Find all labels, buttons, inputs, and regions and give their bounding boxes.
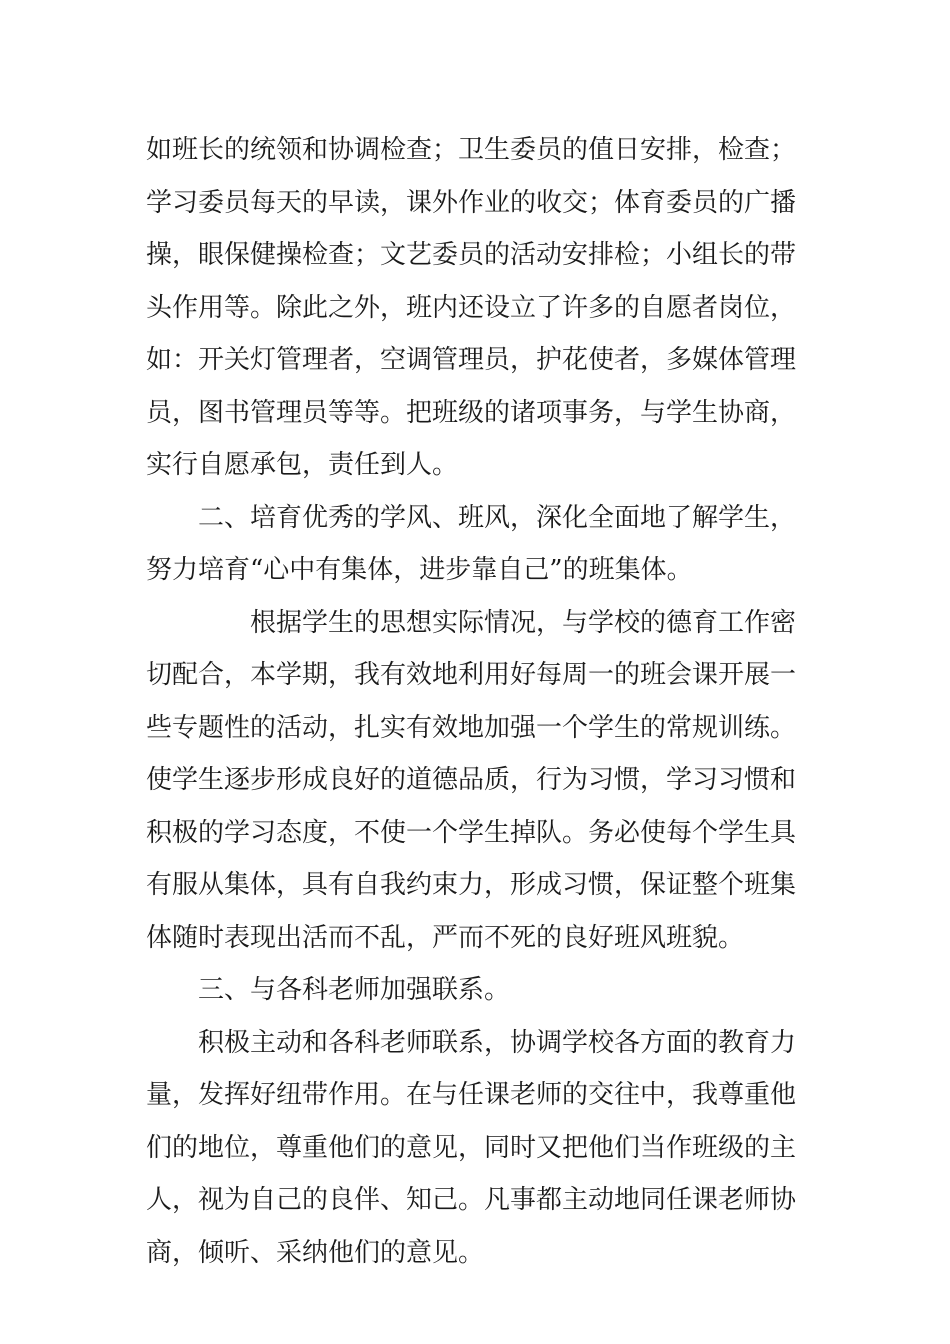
text-line: 们的地位，尊重他们的意见，同时又把他们当作班级的主 [146, 1132, 797, 1163]
text-line: 体随时表现出活而不乱，严而不死的良好班风班貌。 [146, 922, 745, 953]
text-line: 操，眼保健操检查；文艺委员的活动安排检；小组长的带 [146, 240, 797, 270]
text-line: 头作用等。除此之外，班内还设立了许多的自愿者岗位， [146, 292, 797, 323]
text-line: 量，发挥好纽带作用。在与任课老师的交往中，我尊重他 [146, 1080, 797, 1110]
document-body [146, 124, 806, 1279]
section-heading: 二、培育优秀的学风、班风，深化全面地了解学生， [198, 502, 797, 533]
text-line: 如班长的统领和协调检查；卫生委员的值日安排，检查； [146, 135, 797, 165]
text-line: 有服从集体，具有自我约束力，形成习惯，保证整个班集 [146, 870, 797, 900]
text-line: 积极的学习态度，不使一个学生掉队。务必使每个学生具 [146, 817, 797, 848]
section-heading: 三、与各科老师加强联系。 [198, 975, 511, 1005]
text-line: 些专题性的活动，扎实有效地加强一个学生的常规训练。 [146, 712, 797, 743]
text-line: 学习委员每天的早读，课外作业的收交；体育委员的广播 [146, 187, 797, 218]
text-line: 努力培育“心中有集体，进步靠自己”的班集体。 [146, 555, 693, 585]
paragraph-start: 根据学生的思想实际情况，与学校的德育工作密 [250, 607, 797, 638]
text-line: 商，倾听、采纳他们的意见。 [146, 1237, 485, 1268]
text-line: 切配合，本学期，我有效地利用好每周一的班会课开展一 [146, 660, 797, 690]
text-line: 实行自愿承包，责任到人。 [146, 450, 459, 480]
text-line: 如：开关灯管理者，空调管理员，护花使者，多媒体管理 [146, 345, 797, 375]
text-line: 员，图书管理员等等。把班级的诸项事务，与学生协商， [146, 397, 797, 428]
text-line: 人，视为自己的良伴、知己。凡事都主动地同任课老师协 [146, 1185, 797, 1215]
paragraph-start: 积极主动和各科老师联系，协调学校各方面的教育力 [198, 1027, 797, 1058]
text-line: 使学生逐步形成良好的道德品质，行为习惯，学习习惯和 [146, 765, 797, 795]
